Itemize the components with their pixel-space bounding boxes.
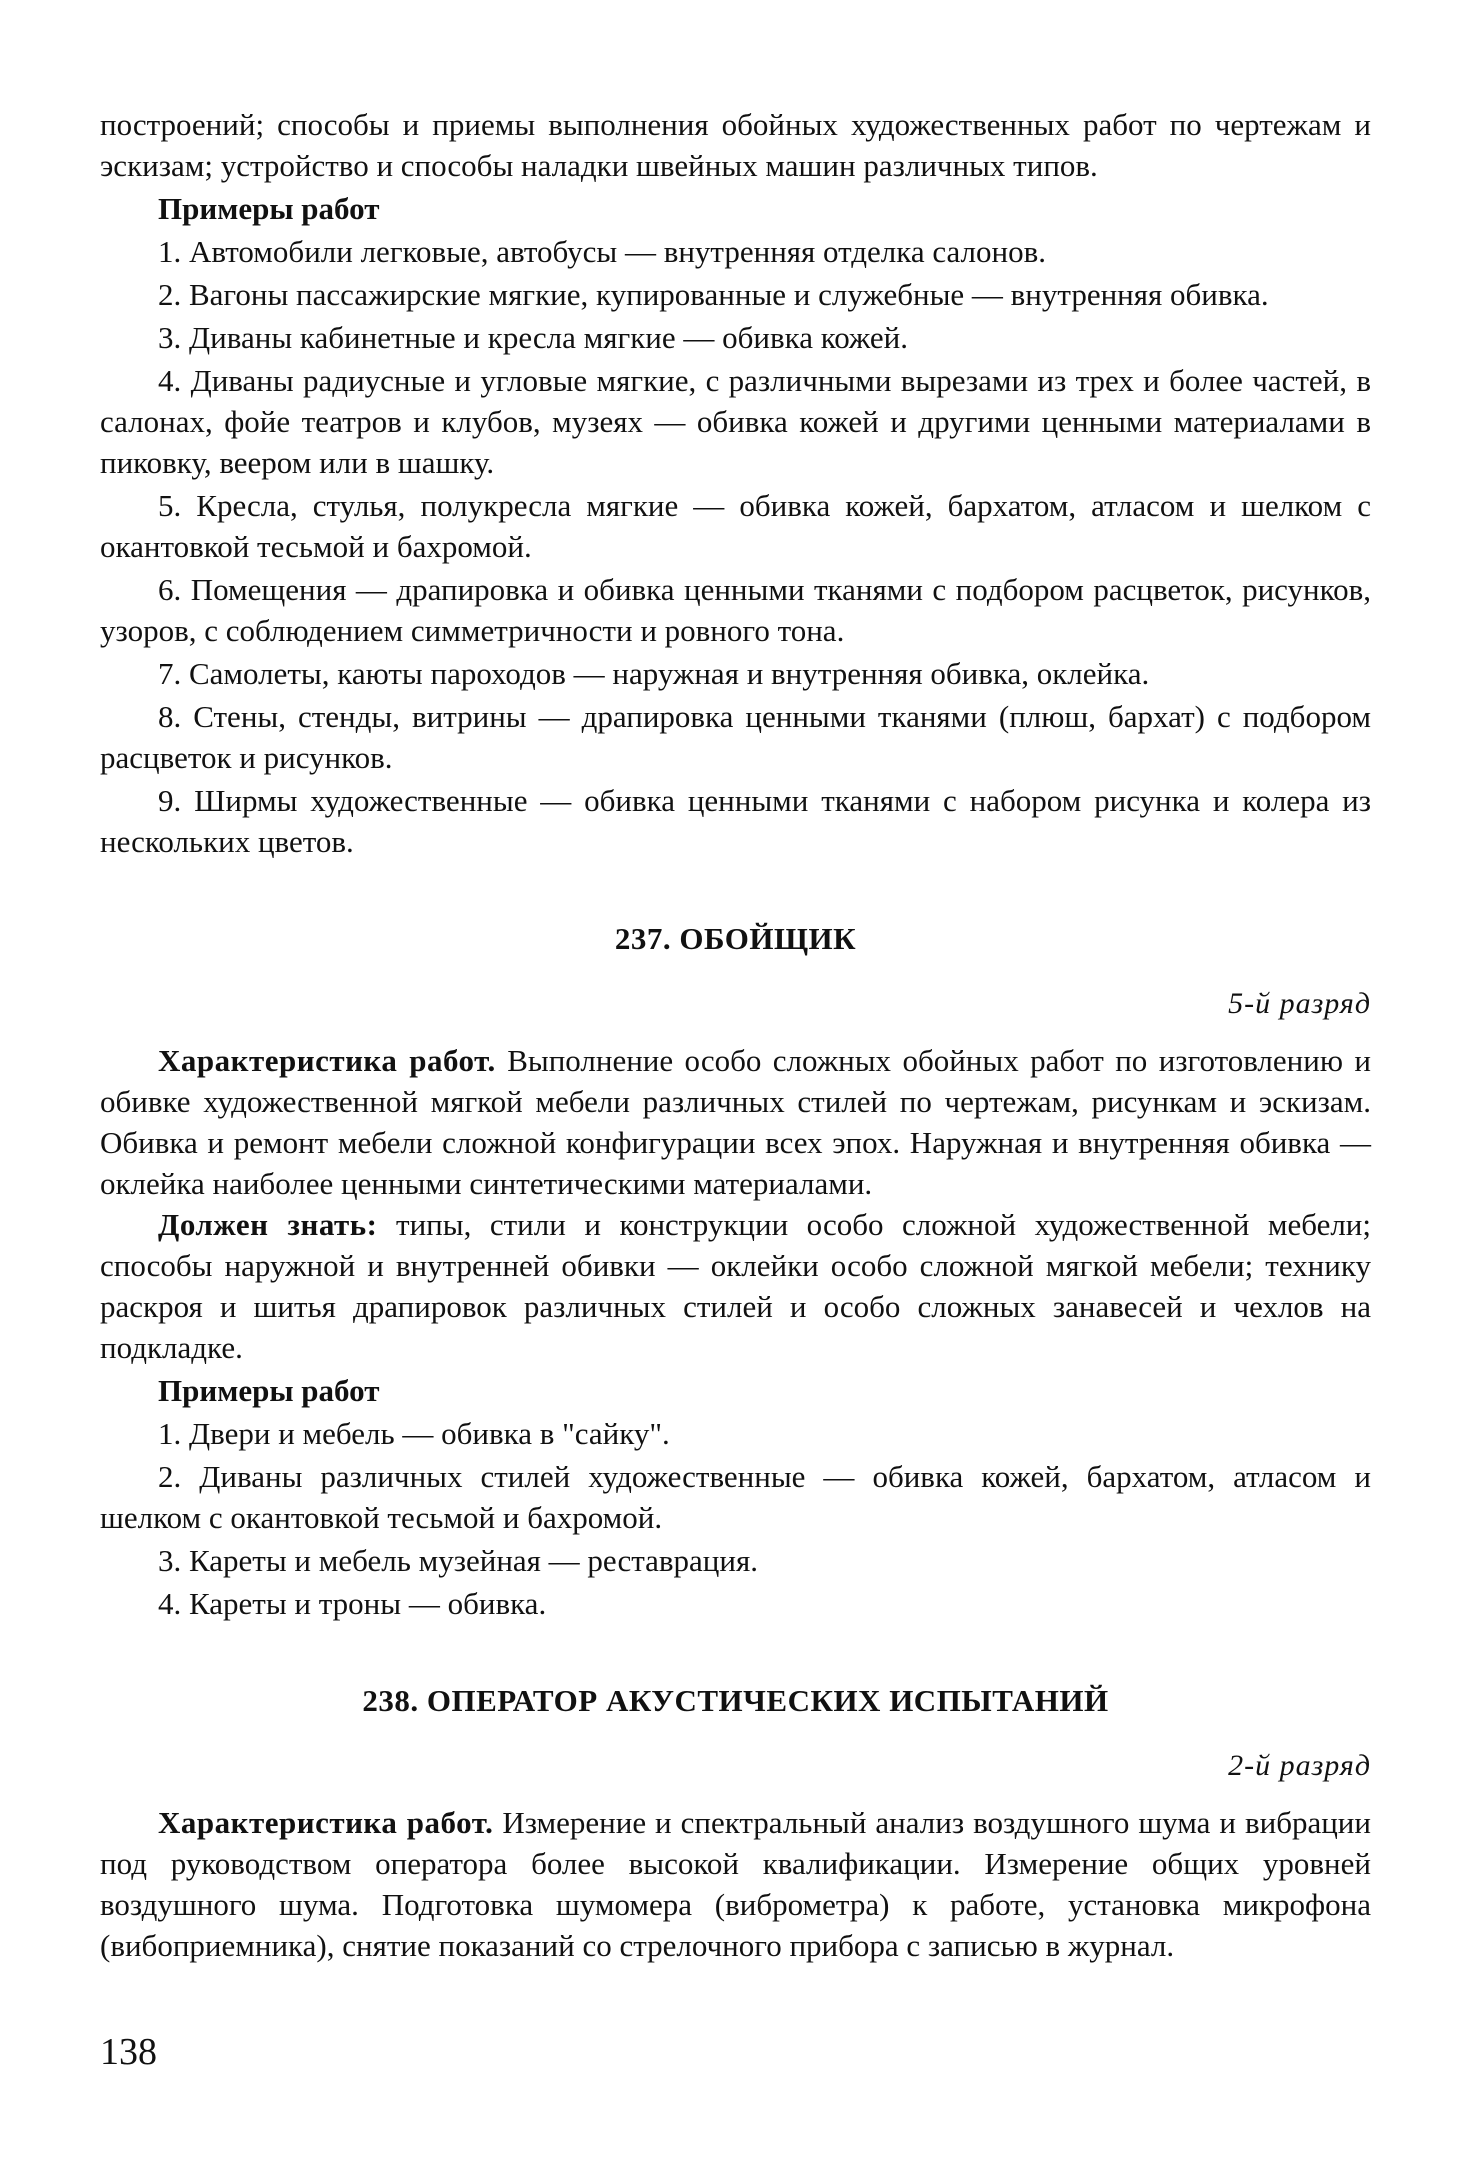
intro-paragraph: построений; способы и приемы выполнения обойных художественных работ по чертежам и эскизам; устройство и способы наладки швейных машин различных типов. [100,107,1371,183]
grade-label: 5-й разряд [1228,987,1371,1020]
examples-heading: Примеры работ [158,1373,380,1408]
list-item: 5. Кресла, стулья, полукресла мягкие — обивка кожей, бархатом, атласом и шелком с окантовкой тесьмой и бахромой. [100,488,1371,564]
characteristics-text: Измерение и спектральный анализ воздушного шума и вибрации под руководством оператора более высокой квалификации. Измерение общих уровней воздушного шума. Подготовка шумомера (виброметра) к работе, установка микрофона (вибоприемника), снятие показаний со стрелочного прибора с записью в журнал. [100,1805,1371,1963]
list-item: 2. Диваны различных стилей художественные — обивка кожей, бархатом, атласом и шелком с окантовкой тесьмой и бахромой. [100,1459,1371,1535]
list-item: 1. Автомобили легковые, автобусы — внутренняя отделка салонов. [158,234,1046,269]
characteristics-paragraph [100,1802,1371,1966]
section-title-238: 238. ОПЕРАТОР АКУСТИЧЕСКИХ ИСПЫТАНИЙ [362,1683,1109,1718]
list-item: 4. Кареты и троны — обивка. [158,1586,547,1621]
list-item: 1. Двери и мебель — обивка в "сайку". [158,1416,670,1451]
page-number: 138 [100,2031,157,2073]
section-title-237: 237. ОБОЙЩИК [614,921,857,956]
characteristics-label: Характеристика работ. [158,1043,496,1078]
list-item: 6. Помещения — драпировка и обивка ценными тканями с подбором расцветок, рисунков, узоров, с соблюдением симметричности и ровного тона. [100,572,1371,648]
list-item: 3. Диваны кабинетные и кресла мягкие — обивка кожей. [158,320,909,355]
characteristics-label: Характеристика работ. [158,1805,494,1840]
examples-heading: Примеры работ [158,191,380,226]
list-item: 4. Диваны радиусные и угловые мягкие, с различными вырезами из трех и более частей, в салонах, фойе театров и клубов, музеях — обивка кожей и другими ценными материалами в пиковку, веером или в шашку. [100,363,1371,480]
list-item: 2. Вагоны пассажирские мягкие, купированные и служебные — внутренняя обивка. [158,277,1269,312]
list-item: 3. Кареты и мебель музейная — реставрация. [158,1543,758,1578]
list-item: 7. Самолеты, каюты пароходов — наружная и внутренняя обивка, оклейка. [158,656,1150,691]
must-know-paragraph [100,1204,1371,1368]
must-know-text: типы, стили и конструкции особо сложной художественной мебели; способы наружной и внутренней обивки — оклейки особо сложной мягкой мебели; технику раскроя и шитья драпировок различных стилей и особо сложных занавесей и чехлов на подкладке. [100,1207,1372,1365]
list-item: 8. Стены, стенды, витрины — драпировка ценными тканями (плюш, бархат) с подбором расцветок и рисунков. [100,699,1371,775]
examples-list [100,231,1371,862]
examples-list [100,1413,1371,1624]
grade-label: 2-й разряд [1228,1749,1371,1782]
must-know-label: Должен знать: [158,1207,378,1242]
list-item: 9. Ширмы художественные — обивка ценными тканями с набором рисунка и колера из нескольких цветов. [100,783,1371,859]
characteristics-text: Выполнение особо сложных обойных работ по изготовлению и обивке художественной мягкой мебели различных стилей по чертежам, рисункам и эскизам. Обивка и ремонт мебели сложной конфигурации всех эпох. Наружная и внутренняя обивка — оклейка наиболее ценными синтетическими материалами. [100,1043,1371,1201]
characteristics-paragraph [100,1040,1371,1204]
